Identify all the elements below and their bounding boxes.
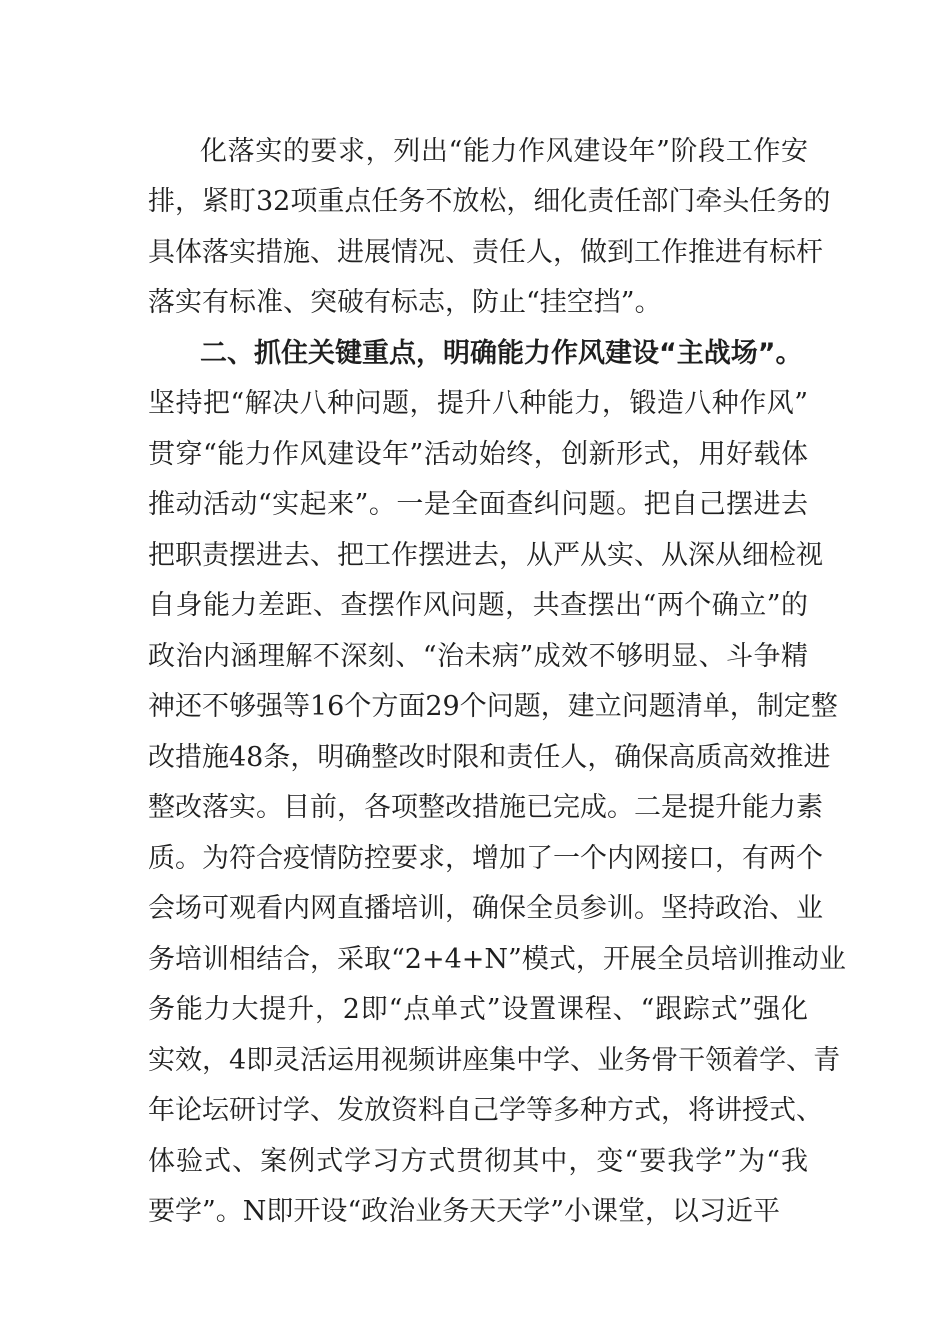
paragraph-line: 实效，4即灵活运用视频讲座集中学、业务骨干领着学、青 xyxy=(148,1045,841,1076)
paragraph-line: 政治内涵理解不深刻、“治未病”成效不够明显、斗争精 xyxy=(148,641,808,672)
paragraph-line: 推动活动“实起来”。一是全面查纠问题。把自己摆进去 xyxy=(148,489,808,520)
paragraph-line: 年论坛研讨学、发放资料自己学等多种方式，将讲授式、 xyxy=(148,1095,823,1126)
paragraph-line: 排，紧盯32项重点任务不放松，细化责任部门牵头任务的 xyxy=(148,186,831,217)
paragraph-line: 会场可观看内网直播培训，确保全员参训。坚持政治、业 xyxy=(148,893,823,924)
paragraph-line: 改措施48条，明确整改时限和责任人，确保高质高效推进 xyxy=(148,742,831,773)
paragraph-line: 化落实的要求，列出“能力作风建设年”阶段工作安 xyxy=(200,136,808,167)
paragraph-line: 落实有标准、突破有标志，防止“挂空挡”。 xyxy=(148,287,662,318)
paragraph-line: 把职责摆进去、把工作摆进去，从严从实、从深从细检视 xyxy=(148,540,823,571)
paragraph-line: 坚持把“解决八种问题，提升八种能力，锻造八种作风” xyxy=(148,388,808,419)
paragraph-line: 整改落实。目前，各项整改措施已完成。二是提升能力素 xyxy=(148,792,823,823)
section-heading: 二、抓住关键重点，明确能力作风建设“主战场”。 xyxy=(200,338,803,369)
paragraph-line: 具体落实措施、进展情况、责任人，做到工作推进有标杆 xyxy=(148,237,823,268)
paragraph-line: 体验式、案例式学习方式贯彻其中，变“要我学”为“我 xyxy=(148,1146,808,1177)
paragraph-line: 自身能力差距、查摆作风问题，共查摆出“两个确立”的 xyxy=(148,590,808,621)
paragraph-line: 务能力大提升，2即“点单式”设置课程、“跟踪式”强化 xyxy=(148,994,808,1025)
paragraph-line: 务培训相结合，采取“2+4+N”模式，开展全员培训推动业 xyxy=(148,944,846,975)
paragraph-line: 贯穿“能力作风建设年”活动始终，创新形式，用好载体 xyxy=(148,439,808,470)
paragraph-line: 神还不够强等16个方面29个问题，建立问题清单，制定整 xyxy=(148,691,838,722)
paragraph-line: 质。为符合疫情防控要求，增加了一个内网接口，有两个 xyxy=(148,843,823,874)
paragraph-line: 要学”。N即开设“政治业务天天学”小课堂，以习近平 xyxy=(148,1196,781,1227)
